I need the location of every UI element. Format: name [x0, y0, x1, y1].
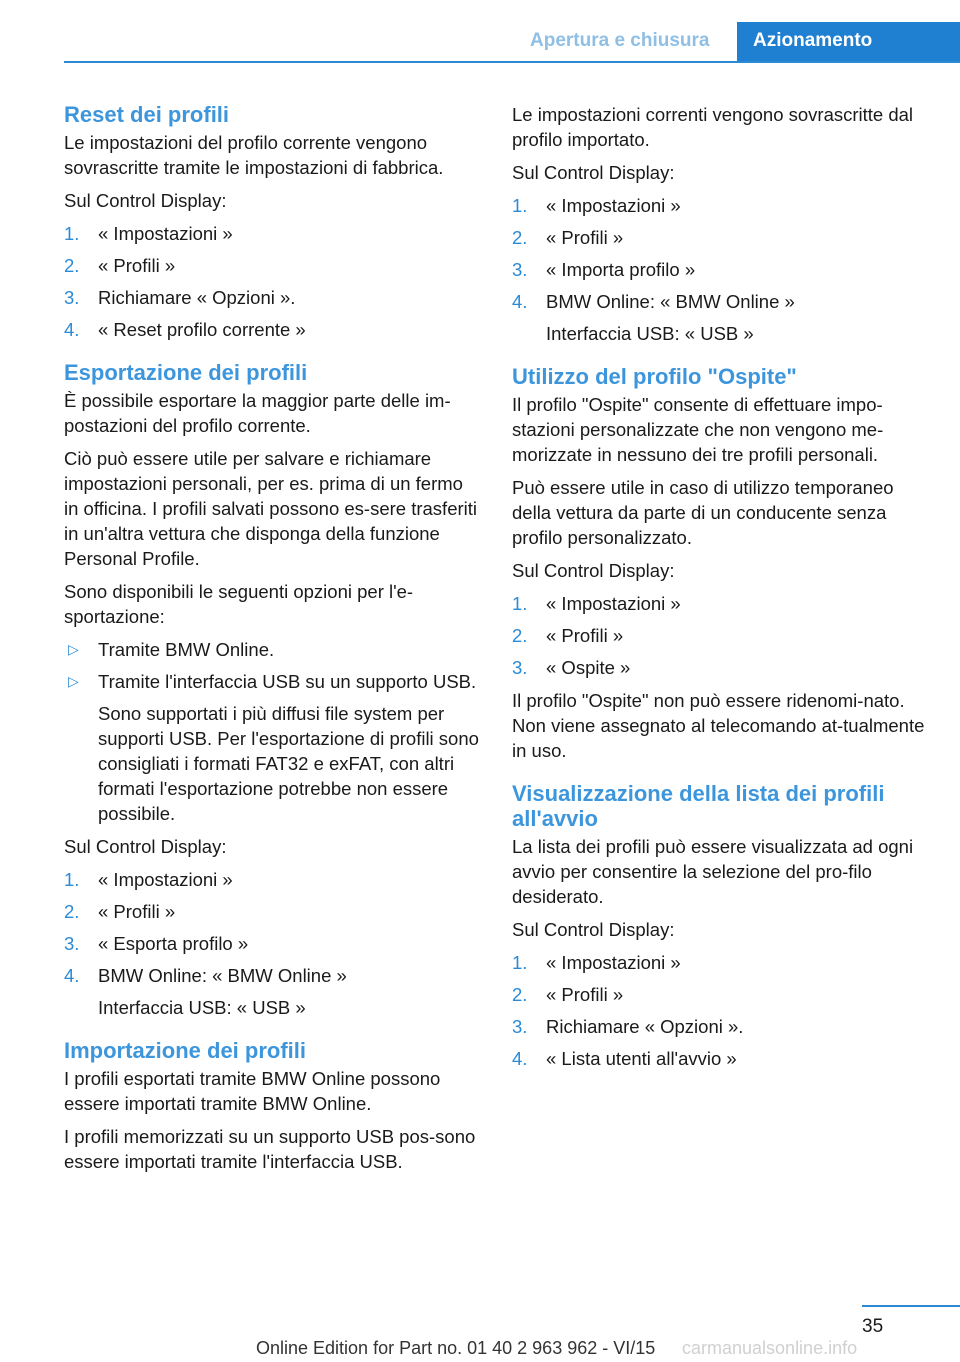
reset-section	[64, 102, 480, 342]
list-item	[64, 867, 480, 892]
paragraph: Sono disponibili le seguenti opzioni per l'e-sportazione:	[64, 581, 414, 627]
step-number: 1.	[512, 952, 528, 973]
footer-divider	[862, 1305, 960, 1307]
step-text: « Impostazioni »	[546, 593, 681, 614]
bullet-list	[64, 637, 480, 826]
section-heading: Importazione dei profili	[64, 1038, 307, 1063]
step-text: « Impostazioni »	[98, 869, 233, 890]
step-text: « Reset profilo corrente »	[98, 319, 306, 340]
step-number: 3.	[512, 657, 528, 678]
step-number: 4.	[512, 291, 528, 312]
left-column	[64, 102, 480, 1192]
list-item	[64, 669, 480, 826]
watermark: carmanualsonline.info	[682, 1338, 858, 1358]
paragraph: Può essere utile in caso di utilizzo temporaneo della vettura da parte di un conducente senza profilo personalizzato.	[512, 477, 894, 548]
bullet-text: Tramite BMW Online.	[98, 639, 275, 660]
guest-section	[512, 364, 928, 763]
section-heading: Esportazione dei profili	[64, 360, 308, 385]
list-item	[512, 982, 928, 1007]
paragraph: Le impostazioni del profilo corrente vengono sovrascritte tramite le impostazioni di fabbrica.	[64, 132, 444, 178]
list-item	[512, 1046, 928, 1071]
paragraph: I profili memorizzati su un supporto USB pos-sono essere importati tramite l'interfaccia USB.	[64, 1126, 476, 1172]
step-number: 3.	[64, 287, 80, 308]
list-item	[512, 950, 928, 975]
step-list	[512, 591, 928, 680]
step-number: 1.	[64, 869, 80, 890]
step-text: « Lista utenti all'avvio »	[546, 1048, 737, 1069]
step-number: 2.	[512, 984, 528, 1005]
step-list	[64, 221, 480, 342]
step-list	[64, 867, 480, 1020]
step-number: 1.	[64, 223, 80, 244]
step-text: « Profili »	[98, 901, 176, 922]
list-item	[64, 253, 480, 278]
step-text: « Esporta profilo »	[98, 933, 249, 954]
step-text: BMW Online: « BMW Online »	[98, 965, 347, 986]
step-list	[512, 950, 928, 1071]
section-heading: Visualizzazione della lista dei profili all'avvio	[512, 781, 885, 831]
bullet-subtext: Sono supportati i più diffusi file system per supporti USB. Per l'esportazione di profili sono consigliati i formati FAT32 e exFAT, con altri formati l'esportazione potrebbe non essere possibile.	[98, 703, 479, 824]
paragraph: Il profilo "Ospite" consente di effettuare impo-stazioni personalizzate che non vengono me-morizzate in nessuno dei tre profili personali.	[512, 394, 884, 465]
step-number: 2.	[64, 901, 80, 922]
paragraph: Sul Control Display:	[512, 919, 675, 940]
step-text: « Profili »	[546, 625, 624, 646]
list-item	[512, 289, 928, 346]
step-text: « Profili »	[546, 227, 624, 248]
step-text: BMW Online: « BMW Online »	[546, 291, 795, 312]
list-item	[512, 623, 928, 648]
step-text: « Profili »	[546, 984, 624, 1005]
section-heading: Utilizzo del profilo "Ospite"	[512, 364, 797, 389]
list-item	[512, 591, 928, 616]
list-item	[64, 931, 480, 956]
list-item	[64, 221, 480, 246]
step-number: 2.	[512, 227, 528, 248]
paragraph: Sul Control Display:	[64, 836, 227, 857]
paragraph: È possibile esportare la maggior parte delle im-postazioni del profilo corrente.	[64, 390, 451, 436]
list-item	[64, 963, 480, 1020]
paragraph: Sul Control Display:	[64, 190, 227, 211]
step-text: « Ospite »	[546, 657, 631, 678]
paragraph: Sul Control Display:	[512, 162, 675, 183]
section-heading: Reset dei profili	[64, 102, 230, 127]
paragraph: Ciò può essere utile per salvare e richiamare impostazioni personali, per es. prima di un fermo in officina. I profili salvati possono es-sere trasferiti in un'altra vettura che disponga della funzione Personal Profile.	[64, 448, 478, 569]
step-text: Richiamare « Opzioni ».	[98, 287, 296, 308]
step-text: « Importa profilo »	[546, 259, 696, 280]
step-text: « Impostazioni »	[546, 952, 681, 973]
step-subtext: Interfaccia USB: « USB »	[98, 997, 306, 1018]
step-number: 4.	[512, 1048, 528, 1069]
list-item	[512, 1014, 928, 1039]
chapter-title: Apertura e chiusura	[530, 30, 710, 51]
list-item	[64, 637, 480, 662]
step-list	[512, 193, 928, 346]
triangle-bullet-icon: ▷	[68, 673, 79, 689]
step-number: 4.	[64, 319, 80, 340]
list-item	[512, 193, 928, 218]
right-column	[512, 102, 928, 1089]
step-number: 1.	[512, 195, 528, 216]
list-item	[64, 285, 480, 310]
step-number: 4.	[64, 965, 80, 986]
step-number: 3.	[512, 1016, 528, 1037]
import-section	[64, 1038, 480, 1174]
step-subtext: Interfaccia USB: « USB »	[546, 323, 754, 344]
section-tab: Azionamento	[737, 22, 960, 63]
step-number: 2.	[64, 255, 80, 276]
header-divider	[64, 61, 960, 63]
list-item	[512, 225, 928, 250]
list-item	[512, 655, 928, 680]
paragraph: Sul Control Display:	[512, 560, 675, 581]
step-text: « Profili »	[98, 255, 176, 276]
paragraph: Il profilo "Ospite" non può essere ridenomi-nato. Non viene assegnato al telecomando at-tualmente in uso.	[512, 690, 925, 761]
export-section	[64, 360, 480, 1020]
startlist-section	[512, 781, 928, 1071]
paragraph: I profili esportati tramite BMW Online possono essere importati tramite BMW Online.	[64, 1068, 441, 1114]
triangle-bullet-icon: ▷	[68, 641, 79, 657]
list-item	[64, 317, 480, 342]
step-number: 1.	[512, 593, 528, 614]
page-number: 35	[862, 1316, 884, 1337]
step-number: 2.	[512, 625, 528, 646]
paragraph: Le impostazioni correnti vengono sovrascritte dal profilo importato.	[512, 104, 914, 150]
import-continued-section	[512, 102, 928, 346]
list-item	[512, 257, 928, 282]
bullet-text: Tramite l'interfaccia USB su un supporto USB.	[98, 671, 477, 692]
step-number: 3.	[512, 259, 528, 280]
edition-footer: Online Edition for Part no. 01 40 2 963 962 - VI/15	[256, 1338, 656, 1358]
list-item	[64, 899, 480, 924]
paragraph: La lista dei profili può essere visualizzata ad ogni avvio per consentire la selezione del pro-filo desiderato.	[512, 836, 914, 907]
step-text: Richiamare « Opzioni ».	[546, 1016, 744, 1037]
step-number: 3.	[64, 933, 80, 954]
step-text: « Impostazioni »	[546, 195, 681, 216]
step-text: « Impostazioni »	[98, 223, 233, 244]
